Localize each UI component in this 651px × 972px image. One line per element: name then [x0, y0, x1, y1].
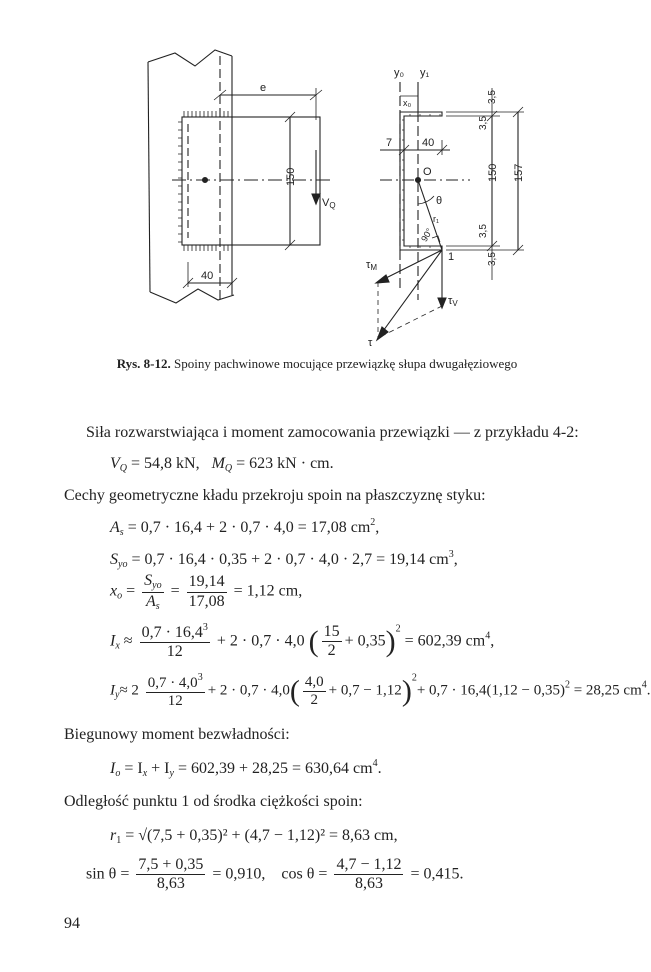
eq-xo-frac2-den: 17,08: [188, 592, 225, 610]
equation-xo: $x_o$ = $\frac{S_{yo}}{A_s}$ = $\frac{19,14}{17,08}$ = 1,12 cm,: [110, 572, 303, 612]
page-number: 94: [64, 915, 80, 932]
label-tau-v-main: τ: [448, 295, 453, 307]
eq-iy-frac: [146, 672, 205, 711]
label-angle-90: 90°: [419, 226, 435, 244]
eq-ix-lhs: I: [110, 632, 116, 650]
equation-syo: [110, 549, 458, 571]
label-tau: τ: [368, 337, 373, 349]
figure-weld-drawing: [0, 0, 634, 352]
label-x0: x₀: [403, 98, 412, 108]
label-dim-3-5-a: 3,5: [487, 90, 498, 104]
eq-as-tail: ,: [375, 519, 380, 536]
tau-m-vector: [378, 250, 442, 282]
label-point-1: 1: [448, 251, 455, 263]
weld-hatch-side: [178, 122, 182, 242]
weld-hatch-top: [184, 111, 228, 117]
label-dim-40-bottom: 40: [201, 270, 214, 282]
paragraph-forces: Siła rozwarstwiająca i moment zamocowania przewiązki — z przykładu 4-2:: [86, 424, 579, 441]
eq-iy-mid: + 2 · 0,7 · 4,0: [207, 682, 290, 699]
eq-iy-tail: .: [646, 682, 651, 699]
eq-xo-frac2: [187, 573, 227, 611]
eq-ix-unit-sup: 4: [485, 630, 491, 642]
eq-as-rhs: = 0,7 · 16,4 + 2 · 0,7 · 4,0 = 17,08 cm: [127, 519, 371, 536]
eq-mq-symbol: M: [211, 455, 225, 472]
label-dim-150-right: 150: [487, 163, 499, 182]
label-vq-sub: Q: [329, 201, 336, 210]
eq-iy-frac-den: 12: [167, 693, 183, 710]
eq-xo-lhs-sub: o: [117, 590, 123, 602]
eq-xo-result: = 1,12 cm,: [233, 582, 303, 600]
label-tau-v-sub: V: [452, 299, 458, 308]
eq-io-rhs2-sub: y: [169, 768, 174, 779]
eq-xo-frac1-den-sub: s: [155, 600, 160, 612]
eq-as-lhs-sub: s: [119, 527, 124, 538]
eq-ix-result: = 602,39 cm: [404, 632, 486, 650]
equation-iy: $I_y\approx 2$ $\frac{0,7 \cdot 4,0^3}{12}$ + 2 · 0,7 · 4,0( $\frac{4,0}{2}$ + $0,7 - 1,12)^2+ 0,7 \cdot 16,4(1,12 - 0,35)^2 = 28,25$ $cm^4$.: [110, 672, 651, 710]
eq-ix-mid: + 2 · 0,7 · 4,0: [216, 632, 305, 650]
column-edge-left: [148, 62, 150, 292]
eq-ix-frac: [140, 622, 210, 662]
caption-text: Spoiny pachwinowe mocujące przewiązkę słupa dwugałęziowego: [174, 356, 518, 371]
eq-xo-lhs: x: [110, 582, 118, 600]
eq-vq-value: = 54,8 kN,: [131, 455, 200, 472]
eq-ix-inner-add: + 0,35: [344, 632, 386, 650]
eq-iy-inner-frac: [303, 674, 326, 710]
equation-io: [110, 758, 382, 780]
label-tau-m: [366, 259, 377, 272]
eq-ix-inner-num: 15: [322, 623, 342, 642]
paragraph-distance: Odległość punktu 1 od środka ciężkości spoin:: [64, 793, 363, 810]
label-dim-3-5-c: 3,5: [478, 224, 489, 238]
eq-xo-frac1-den: A: [146, 592, 156, 610]
weld-outline: [400, 112, 442, 250]
label-vq: [322, 197, 336, 210]
label-dim-150-left: 150: [285, 167, 297, 186]
eq-ix-inner-den: 2: [327, 642, 336, 660]
eq-xo-frac1: [142, 572, 163, 612]
label-o: O: [423, 166, 432, 178]
label-tau-m-sub: M: [370, 263, 378, 272]
eq-r1-rhs: = √(7,5 + 0,35)² + (4,7 − 1,12)² = 8,63 cm,: [125, 827, 398, 844]
eq-mq-value: = 623 kN · cm.: [236, 455, 334, 472]
eq-syo-unit-sup: 3: [448, 549, 454, 560]
eq-io-unit-sup: 4: [372, 758, 378, 769]
eq-iy-lhs: I: [110, 682, 115, 699]
eq-ix-inner-frac: [322, 623, 342, 661]
eq-io-result: = 602,39 + 28,25 = 630,64 cm: [177, 760, 373, 777]
column-break-top: [148, 50, 232, 66]
eq-r1-lhs-sub: 1: [116, 835, 122, 846]
eq-syo-tail: ,: [453, 551, 458, 568]
eq-cos-den: 8,63: [354, 875, 383, 893]
eq-io-rhs1: = I: [124, 760, 143, 777]
weld-hatch-bottom: [184, 245, 228, 251]
eq-iy-approx: ≈ 2: [119, 682, 139, 699]
label-dim-3-5-b: 3,5: [478, 116, 489, 130]
eq-xo-frac2-num: 19,14: [187, 573, 227, 592]
paragraph-polar-moment: Biegunowy moment bezwładności:: [64, 726, 290, 743]
eq-iy-frac-num-sup: 3: [197, 672, 203, 683]
eq-iy-tail-expr: + 0,7 · 16,4(1,12 − 0,35): [416, 682, 565, 699]
eq-mq-sub: Q: [224, 463, 233, 474]
eq-syo-lhs: S: [110, 551, 118, 568]
label-y0: y₀: [394, 67, 405, 79]
column-break-bottom: [150, 289, 234, 303]
eq-iy-tail-sup: 2: [564, 679, 570, 691]
eq-vq-symbol: V: [110, 455, 120, 472]
eq-syo-rhs: = 0,7 · 16,4 · 0,35 + 2 · 0,7 · 4,0 · 2,7 = 19,14 cm: [131, 551, 449, 568]
eq-iy-pow: 2: [411, 672, 417, 684]
eq-iy-inner-num: 4,0: [303, 674, 326, 692]
eq-ix-lhs-sub: x: [115, 640, 120, 652]
eq-sin-frac: [136, 856, 205, 894]
label-e: e: [260, 82, 267, 94]
label-vq-main: V: [322, 197, 330, 209]
eq-sin-den: 8,63: [156, 875, 185, 893]
eq-ix-frac-num-sup: 3: [202, 622, 208, 633]
eq-syo-lhs-sub: yo: [118, 559, 128, 570]
eq-r1-lhs: r: [110, 827, 117, 844]
eq-iy-unit-sup: 4: [641, 679, 647, 691]
label-tau-m-main: τ: [366, 259, 371, 271]
eq-ix-frac-den: 12: [166, 643, 183, 661]
eq-cos-lhs: cos θ =: [281, 865, 328, 883]
eq-io-rhs1-sub: x: [142, 768, 148, 779]
eq-as-lhs: A: [110, 519, 120, 536]
eq-sin-num: 7,5 + 0,35: [136, 856, 205, 875]
eq-iy-inner-den: 2: [310, 691, 319, 708]
eq-as-unit-sup: 2: [370, 517, 376, 528]
eq-sin-res: = 0,910,: [212, 865, 266, 883]
eq-iy-lhs-sub: y: [115, 689, 120, 701]
caption-label: Rys. 8-12.: [116, 356, 171, 371]
equation-as: [110, 517, 379, 539]
centroid-dot-left: [203, 178, 208, 183]
label-dim-157: 157: [513, 163, 525, 182]
figure-caption: [0, 356, 634, 372]
eq-cos-res: = 0,415.: [410, 865, 464, 883]
eq-cos-num: 4,7 − 1,12: [334, 856, 403, 875]
eq-xo-frac1-num: S: [144, 572, 153, 589]
eq-io-lhs-sub: o: [115, 768, 121, 779]
label-r1: r₁: [433, 214, 440, 224]
label-dim-3-5-d: 3,5: [487, 252, 498, 266]
tau-resultant: [378, 250, 442, 338]
label-tau-v: [448, 295, 458, 308]
eq-cos-frac: [334, 856, 403, 894]
eq-ix-pow: 2: [395, 623, 401, 635]
eq-sin-lhs: sin θ =: [86, 865, 130, 883]
eq-io-tail: .: [377, 760, 382, 777]
eq-io-lhs: I: [110, 760, 116, 777]
eq-iy-result: = 28,25 cm: [573, 682, 642, 699]
eq-xo-frac1-num-sub: yo: [152, 580, 162, 591]
label-dim-7: 7: [386, 137, 393, 149]
label-theta: θ: [436, 195, 443, 207]
eq-io-rhs2: + I: [151, 760, 170, 777]
paragraph-geometry: Cechy geometryczne kładu przekroju spoin na płaszczyznę styku:: [64, 487, 486, 504]
equation-r1: [110, 826, 398, 847]
equation-vq-mq: [110, 454, 334, 475]
equation-trig: [86, 856, 464, 894]
eq-ix-frac-num: 0,7 · 16,4: [141, 624, 203, 641]
eq-ix-tail: ,: [490, 632, 495, 650]
eq-vq-sub: Q: [119, 463, 128, 474]
eq-iy-frac-num: 0,7 · 4,0: [147, 675, 198, 691]
equation-ix: $I_x$ ≈ $\frac{0,7 \cdot 16,4^3}{12}$ + 2 · 0,7 · 4,0 ( $\frac{15}{2}$ + 0,35)$^2$ = 602,39 $cm^4$,: [110, 622, 495, 661]
eq-iy-inner-add: + 0,7 − 1,12: [328, 682, 402, 699]
label-y1: y₁: [420, 67, 430, 79]
label-dim-40-top: 40: [422, 137, 435, 149]
